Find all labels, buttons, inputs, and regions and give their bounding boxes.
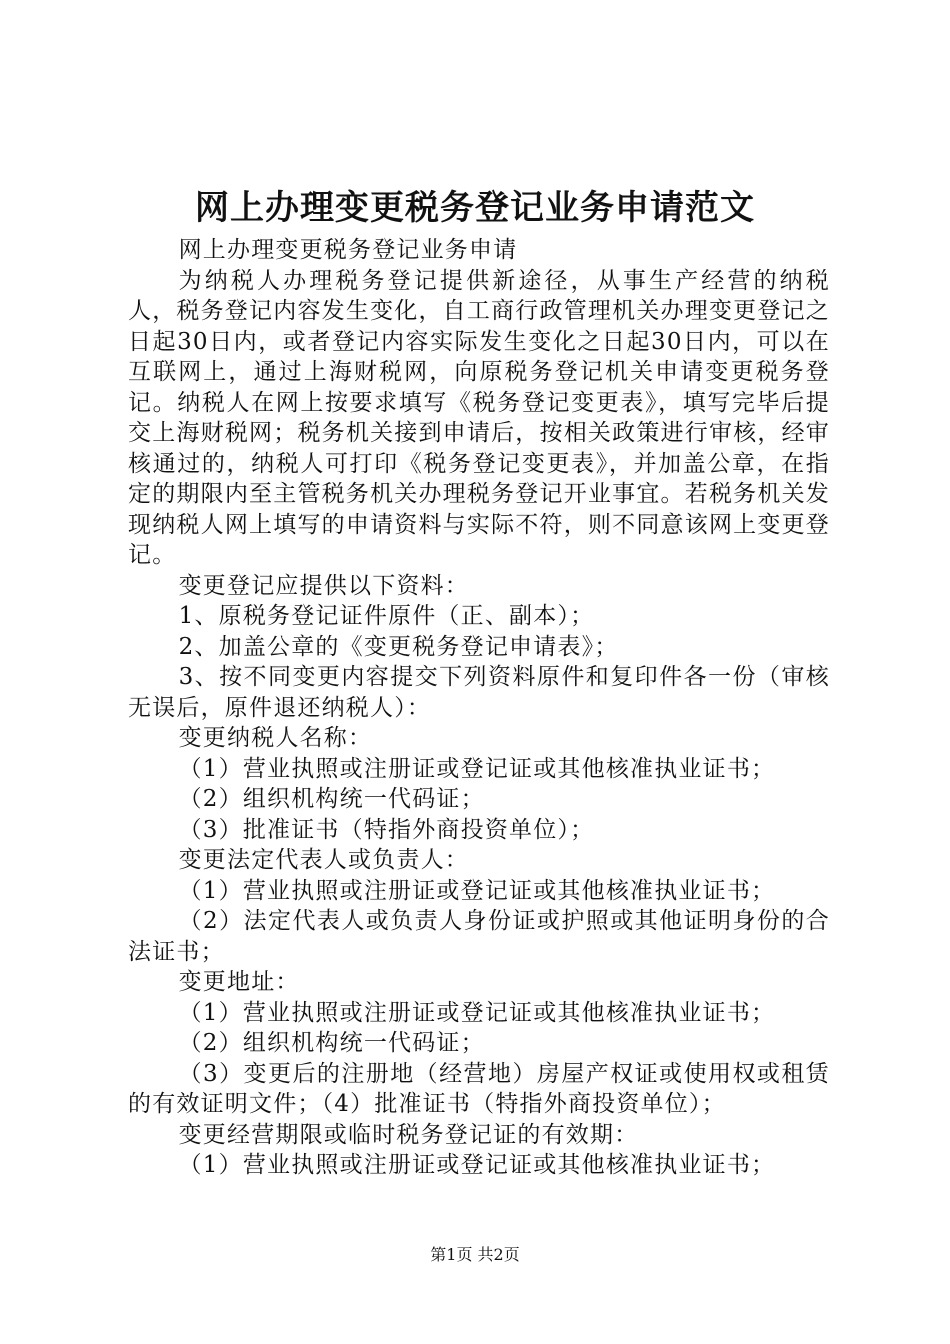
paragraph: （1）营业执照或注册证或登记证或其他核准执业证书； [178,877,776,904]
paragraph: 变更登记应提供以下资料： [178,572,469,599]
paragraph: （2）组织机构统一代码证； [178,1030,485,1056]
paragraph: 1、原税务登记证件原件（正、副本）； [178,603,595,629]
page-footer: 第1页 共2页 [430,1245,520,1264]
paragraph: 变更纳税人名称： [178,725,373,751]
paragraph: （1）营业执照或注册证或登记证或其他核准执业证书； [178,755,776,782]
paragraph: （1）营业执照或注册证或登记证或其他核准执业证书； [178,1152,776,1178]
paragraph: 3、按不同变更内容提交下列资料原件和复印件各一份（审核无误后，原件退还纳税人）： [128,664,830,721]
paragraph: （3）批准证书（特指外商投资单位）； [178,816,595,843]
paragraph: 变更法定代表人或负责人： [178,847,469,873]
paragraph: （2）组织机构统一代码证； [178,786,485,812]
paragraph: 网上办理变更税务登记业务申请 [178,237,518,263]
paragraph: 变更经营期限或临时税务登记证的有效期： [178,1121,639,1148]
document-body [128,235,830,1181]
paragraph: 为纳税人办理税务登记提供新途径，从事生产经营的纳税人，税务登记内容发生变化，自工商行政管理机关办理变更登记之日起30日内，或者登记内容实际发生变化之日起30日内，可以在互联网上，通过上海财税网，向原税务登记机关申请变更税务登记。纳税人在网上按要求填写《税务登记变更表》，填写完毕后提交上海财税网；税务机关接到申请后，按相关政策进行审核，经审核通过的，纳税人可打印《税务登记变更表》，并加盖公章，在指定的期限内至主管税务机关办理税务登记开业事宜。若税务机关发现纳税人网上填写的申请资料与实际不符，则不同意该网上变更登记。 [128,267,830,568]
paragraph: 变更地址： [178,969,300,995]
paragraph: 2、加盖公章的《变更税务登记申请表》； [178,633,619,660]
paragraph: （1）营业执照或注册证或登记证或其他核准执业证书； [178,999,776,1026]
document-title: 网上办理变更税务登记业务申请范文 [195,188,755,228]
paragraph: （2）法定代表人或负责人身份证或护照或其他证明身份的合法证书； [128,908,830,965]
paragraph: （3）变更后的注册地（经营地）房屋产权证或使用权或租赁的有效证明文件；（4）批准证书（特指外商投资单位）； [128,1060,830,1117]
